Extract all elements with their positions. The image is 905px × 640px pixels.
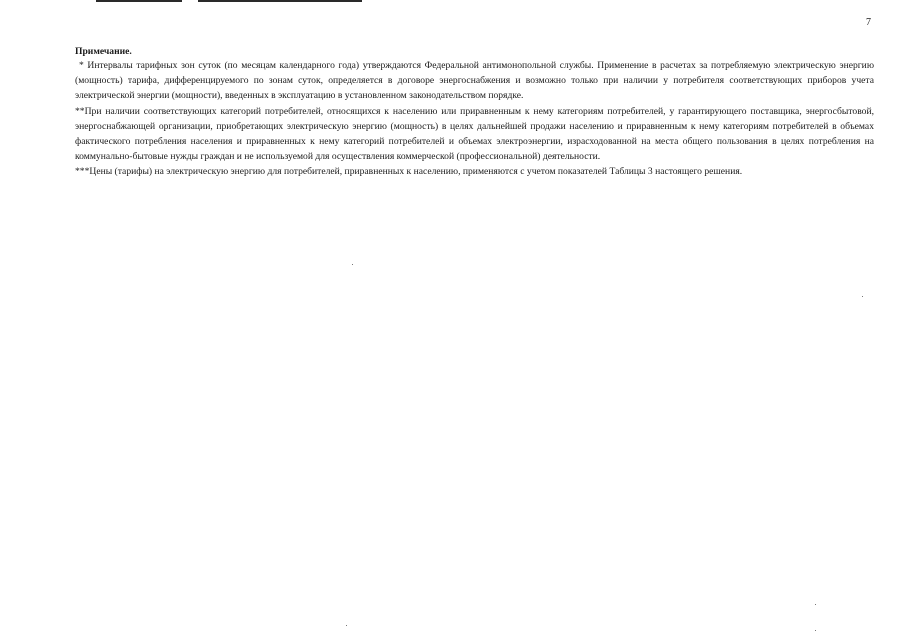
note-paragraph-double-asterisk: **При наличии соответствующих категорий потребителей, относящихся к населению или приравненным к нему категориям потребителей, у гарантирующего поставщика, энергосбытовой, энергоснабжающей организации, приобретающих электрическую энергию (мощность) в целях дальнейшей продажи населению и приравненным к нему категориям потребителей в объемах фактического потребления населения и приравненных к нему категорий потребителей и объемах электроэнергии, израсходованной на места общего пользования в целях потребления на коммунально-бытовые нужды граждан и не используемой для осуществления коммерческой (профессиональной) деятельности. <box>75 105 874 163</box>
scan-speck <box>862 296 863 297</box>
scan-speck <box>815 630 816 631</box>
note-title: Примечание. <box>75 46 132 57</box>
scan-speck <box>815 604 816 605</box>
page-number: 7 <box>866 17 871 28</box>
scan-artifact-rule <box>96 0 182 2</box>
scan-artifact-rule <box>198 0 362 2</box>
note-block <box>75 45 874 180</box>
note-paragraph-triple-asterisk: ***Цены (тарифы) на электрическую энергию для потребителей, приравненных к населению, применяются с учетом показателей Таблицы 3 настоящего решения. <box>75 166 743 178</box>
note-paragraph-single-asterisk: * Интервалы тарифных зон суток (по месяцам календарного года) утверждаются Федеральной антимонопольной службы. Применение в расчетах за потребляемую электрическую энергию (мощность) тарифа, дифференцируемого по зонам суток, определяется в договоре энергоснабжения и возможно только при наличии у потребителя соответствующих приборов учета электрической энергии (мощности), введенных в эксплуатацию в установленном законодательством порядке. <box>75 60 874 102</box>
scan-speck <box>352 264 353 265</box>
scan-speck <box>346 625 347 626</box>
